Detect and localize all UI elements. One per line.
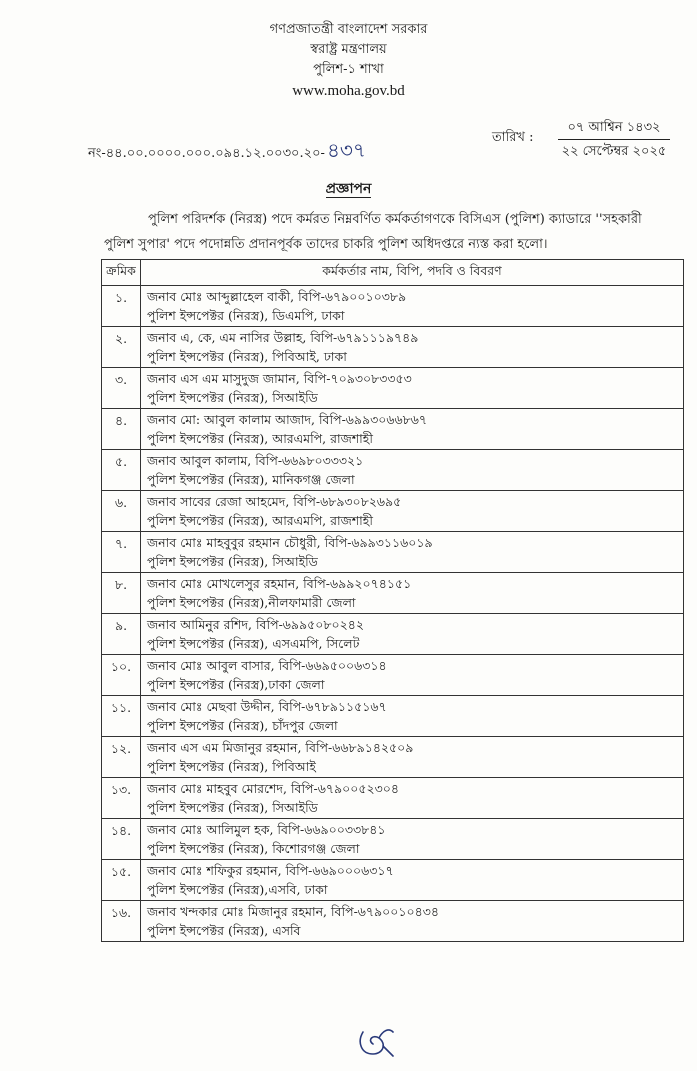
signature-initial-icon [353, 1020, 397, 1060]
table-row [102, 573, 684, 614]
officer-post: পুলিশ ইন্সপেক্টর (নিরস্ত্র),নীলফামারী জেলা [147, 595, 356, 610]
officer-name: জনাব মোঃ মোখলেসুর রহমান, বিপি-৬৯৯২০৭৪১৫১ [147, 576, 412, 591]
officer-name: জনাব এ, কে, এম নাসির উল্লাহ, বিপি-৬৭৯১১১৯৭৪৯ [147, 330, 419, 345]
table-row [102, 327, 684, 368]
serial-cell: ৫. [102, 450, 141, 491]
officer-name: জনাব মোঃ আলিমুল হক, বিপি-৬৬৯০০৩৩৮৪১ [147, 822, 386, 837]
table-row [102, 450, 684, 491]
table-row [102, 819, 684, 860]
table-row [102, 737, 684, 778]
table-row [102, 532, 684, 573]
table-row [102, 368, 684, 409]
officer-cell [141, 819, 684, 860]
ministry-name: স্বরাষ্ট্র মন্ত্রণালয় [310, 42, 387, 57]
officer-name: জনাব এস এম মিজানুর রহমান, বিপি-৬৬৮৯১৪২৫০৯ [147, 740, 414, 755]
serial-cell: ৭. [102, 532, 141, 573]
officer-name: জনাব মোঃ শফিকুর রহমান, বিপি-৬৬৯০০০৬৩১৭ [147, 863, 394, 878]
table-row [102, 655, 684, 696]
serial-cell: ৩. [102, 368, 141, 409]
officer-post: পুলিশ ইন্সপেক্টর (নিরস্ত্র), সিআইডি [147, 554, 318, 569]
serial-cell: ১৪. [102, 819, 141, 860]
table-row [102, 860, 684, 901]
table-row [102, 491, 684, 532]
date-block [558, 117, 670, 164]
officer-cell [141, 901, 684, 942]
date-bangla: ০৭ আশ্বিন ১৪৩২ [558, 117, 670, 140]
notification-title-text: প্রজ্ঞাপন [325, 181, 372, 197]
officer-name: জনাব এস এম মাসুদুজ জামান, বিপি-৭০৯৩০৮৩৩৫৩ [147, 371, 412, 386]
serial-cell: ১১. [102, 696, 141, 737]
officer-post: পুলিশ ইন্সপেক্টর (নিরস্ত্র), ডিএমপি, ঢাকা [147, 308, 345, 323]
officer-name: জনাব আবুল কালাম, বিপি-৬৬৯৮০৩৩৩২১ [147, 453, 364, 468]
officer-cell [141, 368, 684, 409]
notification-title [0, 177, 697, 201]
table-row [102, 901, 684, 942]
table-body [102, 286, 684, 942]
officer-post: পুলিশ ইন্সপেক্টর (নিরস্ত্র), কিশোরগঞ্জ জেলা [147, 841, 360, 856]
officer-post: পুলিশ ইন্সপেক্টর (নিরস্ত্র), চাঁদপুর জেলা [147, 718, 338, 733]
serial-cell: ১০. [102, 655, 141, 696]
officer-name: জনাব মোঃ মাহবুব মোরশেদ, বিপি-৬৭৯০০৫২৩০৪ [147, 781, 399, 796]
officer-cell [141, 532, 684, 573]
officer-name: জনাব আমিনুর রশিদ, বিপি-৬৯৯৫০৮০২৪২ [147, 617, 364, 632]
officer-post: পুলিশ ইন্সপেক্টর (নিরস্ত্র), আরএমপি, রাজশাহী [147, 513, 373, 528]
officer-name: জনাব মোঃ মাহবুবুর রহমান চৌধুরী, বিপি-৬৯৯৩১১৬০১৯ [147, 535, 433, 550]
government-name: গণপ্রজাতন্ত্রী বাংলাদেশ সরকার [269, 22, 428, 37]
serial-cell: ৪. [102, 409, 141, 450]
officer-cell [141, 737, 684, 778]
table-row [102, 696, 684, 737]
officer-cell [141, 286, 684, 327]
serial-cell: ৮. [102, 573, 141, 614]
table-row [102, 409, 684, 450]
body-paragraph-line2: পুলিশ সুপার' পদে পদোন্নতি প্রদানপূর্বক তাদের চাকরি পুলিশ অধিদপ্তরে ন্যস্ত করা হলো। [104, 237, 548, 252]
serial-cell: ৯. [102, 614, 141, 655]
memo-number-text: নং-৪৪.০০.০০০০.০০০.০৯৪.১২.০০৩০.২০- [88, 146, 325, 161]
officer-table [101, 259, 684, 942]
officer-cell [141, 327, 684, 368]
table-row [102, 778, 684, 819]
officer-name: জনাব মোঃ আবুল বাসার, বিপি-৬৬৯৫০০৬৩১৪ [147, 658, 387, 673]
officer-cell [141, 614, 684, 655]
officer-cell [141, 450, 684, 491]
officer-name: জনাব সাবের রেজা আহমেদ, বিপি-৬৮৯৩০৮২৬৯৫ [147, 494, 402, 509]
officer-cell [141, 696, 684, 737]
serial-cell: ১. [102, 286, 141, 327]
table-row [102, 286, 684, 327]
serial-cell: ১৫. [102, 860, 141, 901]
officer-post: পুলিশ ইন্সপেক্টর (নিরস্ত্র), সিআইডি [147, 390, 318, 405]
serial-cell: ১২. [102, 737, 141, 778]
officer-cell [141, 860, 684, 901]
officer-post: পুলিশ ইন্সপেক্টর (নিরস্ত্র), সিআইডি [147, 800, 318, 815]
memo-number [88, 136, 366, 169]
officer-name: জনাব খন্দকার মোঃ মিজানুর রহমান, বিপি-৬৭৯০০১০৪৩৪ [147, 904, 440, 919]
serial-cell: ২. [102, 327, 141, 368]
officer-cell [141, 409, 684, 450]
body-paragraph-line1: পুলিশ পরিদর্শক (নিরস্ত্র) পদে কর্মরত নিম্নবর্ণিত কর্মকর্তাগণকে বিসিএস (পুলিশ) ক্যাডারে ''সহকারী [148, 212, 642, 227]
officer-cell [141, 573, 684, 614]
officer-post: পুলিশ ইন্সপেক্টর (নিরস্ত্র), আরএমপি, রাজশাহী [147, 431, 373, 446]
officer-post: পুলিশ ইন্সপেক্টর (নিরস্ত্র), এসবি [147, 923, 301, 938]
officer-name: জনাব মোঃ মেছবা উদ্দীন, বিপি-৬৭৮৯১১৫১৬৭ [147, 699, 387, 714]
memo-handwritten-number: ৪৩৭ [326, 138, 366, 162]
letterhead [0, 20, 697, 102]
website-url: www.moha.gov.bd [292, 83, 405, 99]
header-details: কর্মকর্তার নাম, বিপি, পদবি ও বিবরণ [141, 260, 684, 286]
officer-post: পুলিশ ইন্সপেক্টর (নিরস্ত্র), এসএমপি, সিলেট [147, 636, 360, 651]
header-serial: ক্রমিক [102, 260, 141, 286]
date-label: তারিখ : [492, 130, 534, 145]
serial-cell: ১৬. [102, 901, 141, 942]
serial-cell: ৬. [102, 491, 141, 532]
serial-cell: ১৩. [102, 778, 141, 819]
officer-post: পুলিশ ইন্সপেক্টর (নিরস্ত্র), মানিকগঞ্জ জেলা [147, 472, 355, 487]
officer-post: পুলিশ ইন্সপেক্টর (নিরস্ত্র), পিবিআই [147, 759, 316, 774]
officer-name: জনাব মো: আবুল কালাম আজাদ, বিপি-৬৯৯৩০৬৬৮৬৭ [147, 412, 428, 427]
officer-name: জনাব মোঃ আব্দুল্লাহেল বাকী, বিপি-৬৭৯০০১০৩৮৯ [147, 289, 407, 304]
section-name: পুলিশ-১ শাখা [313, 62, 384, 77]
date-english: ২২ সেপ্টেম্বর ২০২৫ [561, 144, 667, 159]
officer-cell [141, 778, 684, 819]
table-header-row [102, 260, 684, 286]
officer-post: পুলিশ ইন্সপেক্টর (নিরস্ত্র),এসবি, ঢাকা [147, 882, 328, 897]
officer-cell [141, 491, 684, 532]
table-row [102, 614, 684, 655]
officer-post: পুলিশ ইন্সপেক্টর (নিরস্ত্র), পিবিআই, ঢাকা [147, 349, 347, 364]
officer-cell [141, 655, 684, 696]
officer-post: পুলিশ ইন্সপেক্টর (নিরস্ত্র),ঢাকা জেলা [147, 677, 325, 692]
